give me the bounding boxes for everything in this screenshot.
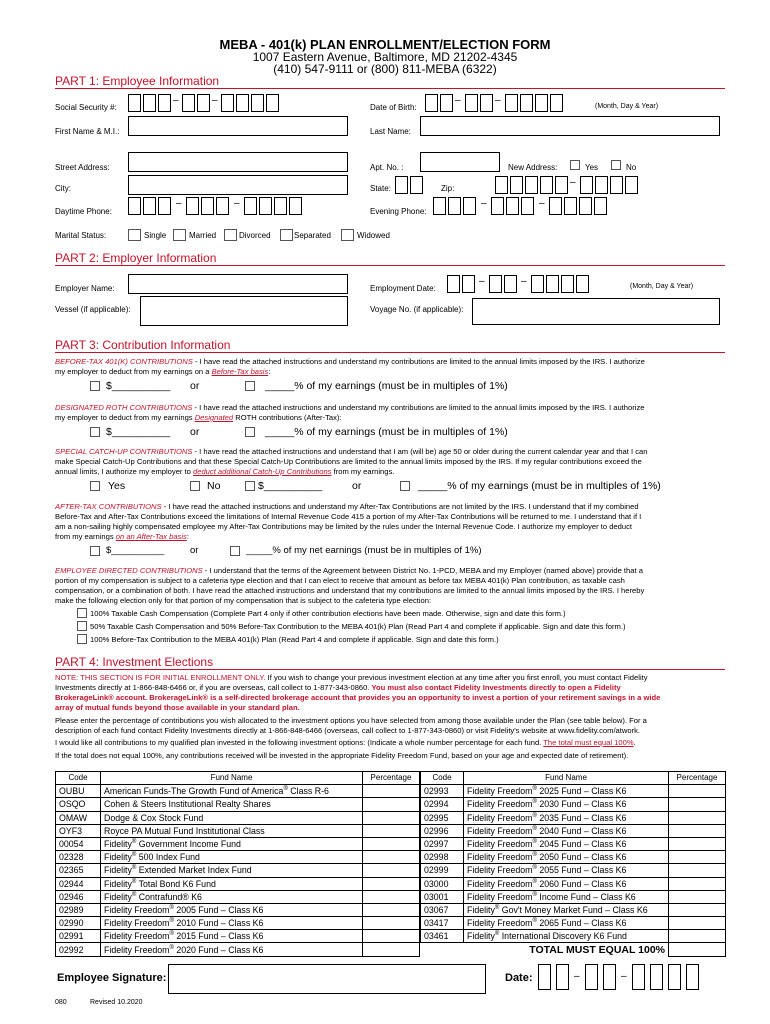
right-fund-row — [421, 785, 726, 798]
catchup-no-checkbox[interactable] — [190, 481, 200, 491]
instructions-line2: description of each fund contact Fidelity Investments directly at 1-866-848-6466 (overseas, call collect to 1-877-343-0860) or visit Fidelity's website at www.fidelity.com/atwork. — [55, 726, 641, 735]
fund-code: 02992 — [56, 943, 101, 956]
pretax-or: or — [190, 380, 200, 392]
right-fund-row — [421, 930, 726, 943]
part4-title: PART 4: Investment Elections — [55, 655, 214, 669]
fund-percentage-input[interactable] — [363, 917, 420, 930]
directed-option2-checkbox[interactable] — [77, 621, 87, 631]
roth-dollar-amount[interactable]: $__________ — [106, 426, 171, 438]
part2-title: PART 2: Employer Information — [55, 251, 217, 265]
instructions-line4: If the total does not equal 100%, any contributions received will be invested in the appropriate Fidelity Freedom Fund, based on your age and expected date of retirement). — [55, 751, 629, 760]
fund-percentage-input[interactable] — [669, 890, 726, 903]
left-code-header: Code — [56, 772, 101, 785]
fund-name: Fidelity Freedom® 2025 Fund – Class K6 — [464, 785, 669, 798]
right-fund-row — [421, 851, 726, 864]
fund-code: 02998 — [421, 851, 464, 864]
fund-code: OMAW — [56, 811, 101, 824]
right-fund-row — [421, 798, 726, 811]
fund-name: Fidelity Freedom® Income Fund – Class K6 — [464, 890, 669, 903]
pretax-text-line2: my employer to deduct from my earnings on a Before-Tax basis: — [55, 367, 271, 376]
marital-label: Marital Status: — [55, 231, 107, 240]
fund-name: Fidelity® Gov't Money Market Fund – Class K6 — [464, 903, 669, 916]
roth-percent-text[interactable]: _____% of my earnings (must be in multiples of 1%) — [265, 426, 508, 438]
left-fund-row — [56, 917, 420, 930]
left-fund-header: Fund Name — [101, 772, 363, 785]
catchup-or: or — [352, 480, 362, 492]
new-address-no-label: No — [626, 163, 637, 172]
fund-name: Fidelity Freedom® 2040 Fund – Class K6 — [464, 824, 669, 837]
fund-percentage-input[interactable] — [669, 930, 726, 943]
city-label: City: — [55, 184, 71, 193]
employment-date-label: Employment Date: — [370, 284, 436, 293]
instructions-line3: I would like all contributions to my qualified plan invested in the following investment options: (Indicate a whole number percentage for each fund. The total must equal 100%. — [55, 738, 636, 747]
last-name-label: Last Name: — [370, 127, 411, 136]
fund-name: Fidelity Freedom® 2055 Fund – Class K6 — [464, 864, 669, 877]
fund-percentage-input[interactable] — [363, 930, 420, 943]
note-line2: Investments directly at 1-866-848-6466 or, if you are overseas, call collect to 1-877-343-0860. You must also contact Fidelity Investments directly to open a Fidelity — [55, 683, 621, 692]
part4-divider — [55, 669, 725, 670]
left-fund-row — [56, 890, 420, 903]
fund-percentage-input[interactable] — [363, 837, 420, 850]
fund-name: Fidelity Freedom® 2010 Fund – Class K6 — [101, 917, 363, 930]
fund-name: Fidelity Freedom® 2005 Fund – Class K6 — [101, 903, 363, 916]
left-fund-row — [56, 943, 420, 956]
fund-code: 02994 — [421, 798, 464, 811]
employment-date-hint: (Month, Day & Year) — [630, 283, 694, 290]
fund-code: OSQO — [56, 798, 101, 811]
fund-percentage-input[interactable] — [363, 851, 420, 864]
part1-divider — [55, 88, 725, 89]
right-fund-row — [421, 917, 726, 930]
fund-percentage-input[interactable] — [363, 811, 420, 824]
marital-married-checkbox[interactable] — [173, 229, 186, 241]
dob-label: Date of Birth: — [370, 103, 417, 112]
fund-code: 02944 — [56, 877, 101, 890]
fund-table-left — [55, 771, 420, 957]
total-row — [421, 943, 726, 956]
right-fund-row — [421, 877, 726, 890]
fund-code: 02365 — [56, 864, 101, 877]
fund-code: 02999 — [421, 864, 464, 877]
directed-text-line2: portion of my compensation is subject to a cafeteria type election and that I can elect to receive that amount as before tax MEBA 401(k) Plan contribution, as taxable cash — [55, 576, 625, 585]
fund-name: Fidelity® International Discovery K6 Fund — [464, 930, 669, 943]
pretax-dollar-checkbox[interactable] — [90, 381, 100, 391]
pretax-text-line1: BEFORE-TAX 401(K) CONTRIBUTIONS - I have read the attached instructions and understand my contributions are limited to the annual limits imposed by the IRS. I authorize — [55, 357, 645, 366]
fund-name: Fidelity Freedom® 2030 Fund – Class K6 — [464, 798, 669, 811]
fund-percentage-input[interactable] — [669, 824, 726, 837]
ssn-label: Social Security #: — [55, 103, 117, 112]
vessel-label: Vessel (if applicable): — [55, 305, 131, 314]
fund-percentage-input[interactable] — [363, 798, 420, 811]
fund-percentage-input[interactable] — [363, 903, 420, 916]
marital-married-label: Married — [189, 231, 217, 240]
marital-separated-label: Separated — [294, 231, 331, 240]
fund-name: Fidelity® Total Bond K6 Fund — [101, 877, 363, 890]
fund-percentage-input[interactable] — [363, 864, 420, 877]
catchup-percent-text[interactable]: _____% of my earnings (must be in multiples of 1%) — [418, 480, 661, 492]
fund-name: Royce PA Mutual Fund Institutional Class — [101, 824, 363, 837]
first-name-input[interactable] — [128, 116, 348, 136]
apt-input[interactable] — [420, 152, 500, 172]
catchup-text-line1: SPECIAL CATCH-UP CONTRIBUTIONS - I have read the attached instructions and understand that I am (will be) age 50 or older during the current calendar year and that I can — [55, 447, 648, 456]
fund-code: OYF3 — [56, 824, 101, 837]
right-pct-header: Percentage — [669, 772, 726, 785]
fund-name: American Funds-The Growth Fund of America® Class R-6 — [101, 785, 363, 798]
aftertax-text-line4: from my earnings on an After-Tax basis: — [55, 532, 189, 541]
total-percentage-input[interactable] — [669, 943, 726, 956]
roth-or: or — [190, 426, 200, 438]
directed-option3-checkbox[interactable] — [77, 634, 87, 644]
right-fund-row — [421, 837, 726, 850]
evening-phone-label: Evening Phone: — [370, 207, 427, 216]
fund-code: 03417 — [421, 917, 464, 930]
fund-code: 03461 — [421, 930, 464, 943]
zip-label: Zip: — [441, 184, 455, 193]
fund-code: 02997 — [421, 837, 464, 850]
fund-name: Fidelity® 500 Index Fund — [101, 851, 363, 864]
marital-divorced-label: Divorced — [239, 231, 271, 240]
fund-name: Fidelity® Contrafund® K6 — [101, 890, 363, 903]
left-fund-row — [56, 811, 420, 824]
org-address: 1007 Eastern Avenue, Baltimore, MD 21202-4345 — [252, 50, 518, 64]
right-fund-row — [421, 864, 726, 877]
form-number: 080 — [55, 999, 67, 1006]
left-fund-row — [56, 877, 420, 890]
marital-single-checkbox[interactable] — [128, 229, 141, 241]
fund-percentage-input[interactable] — [669, 837, 726, 850]
marital-separated-checkbox[interactable] — [280, 229, 293, 241]
left-fund-row — [56, 930, 420, 943]
catchup-dollar-checkbox[interactable] — [245, 481, 255, 491]
left-fund-row — [56, 785, 420, 798]
total-label: TOTAL MUST EQUAL 100% — [421, 943, 669, 956]
directed-option2-label: 50% Taxable Cash Compensation and 50% Before-Tax Contribution to the MEBA 401(k) Plan (Read Part 4 and complete if applicable. Sign and date this form.) — [90, 622, 626, 631]
directed-option1-label: 100% Taxable Cash Compensation (Complete Part 4 only if other contribution elections have been made. Otherwise, sign and date this form.) — [90, 609, 566, 618]
note-line1: NOTE: THIS SECTION IS FOR INITIAL ENROLLMENT ONLY. If you wish to change your previous investment election at any time after you first enroll, you must contact Fidelity — [55, 673, 648, 682]
fund-name: Fidelity Freedom® 2035 Fund – Class K6 — [464, 811, 669, 824]
catchup-no-label: No — [207, 480, 221, 492]
fund-name: Fidelity Freedom® 2045 Fund – Class K6 — [464, 837, 669, 850]
vessel-input[interactable] — [140, 296, 348, 326]
daytime-phone-label: Daytime Phone: — [55, 207, 112, 216]
pretax-dollar-amount[interactable]: $__________ — [106, 380, 171, 392]
right-fund-row — [421, 903, 726, 916]
signature-input[interactable] — [168, 964, 486, 994]
voyage-label: Voyage No. (if applicable): — [370, 305, 464, 314]
fund-percentage-input[interactable] — [363, 824, 420, 837]
fund-code: 02996 — [421, 824, 464, 837]
roth-text-line1: DESIGNATED ROTH CONTRIBUTIONS - I have read the attached instructions and understand my contributions are limited to the annual limits imposed by the IRS. I authorize — [55, 403, 645, 412]
directed-option3-label: 100% Before-Tax Contribution to the MEBA 401(k) Plan (Read Part 4 and complete if applicable. Sign and date this form.) — [90, 635, 499, 644]
fund-percentage-input[interactable] — [669, 798, 726, 811]
signature-label: Employee Signature: — [57, 972, 167, 984]
fund-percentage-input[interactable] — [669, 785, 726, 798]
marital-divorced-checkbox[interactable] — [224, 229, 237, 241]
right-fund-row — [421, 890, 726, 903]
aftertax-text-line1: AFTER-TAX CONTRIBUTIONS - I have read the attached instructions and understand my After-Tax Contributions are not limited by the IRS. I understand that if my combined — [55, 502, 639, 511]
roth-text-line2: my employer to deduct from my earnings Designated ROTH contributions (After-Tax): — [55, 413, 342, 422]
pretax-percent-checkbox[interactable] — [245, 381, 255, 391]
fund-percentage-input[interactable] — [669, 864, 726, 877]
fund-code: 02995 — [421, 811, 464, 824]
left-pct-header: Percentage — [363, 772, 420, 785]
city-input[interactable] — [128, 175, 348, 195]
roth-percent-checkbox[interactable] — [245, 427, 255, 437]
directed-text-line4: make the following election only for that portion of my compensation that is subject to the cafeteria type election: — [55, 596, 432, 605]
fund-percentage-input[interactable] — [363, 877, 420, 890]
marital-widowed-label: Widowed — [357, 231, 390, 240]
fund-percentage-input[interactable] — [363, 785, 420, 798]
fund-name: Cohen & Steers Institutional Realty Shares — [101, 798, 363, 811]
marital-single-label: Single — [144, 231, 167, 240]
right-code-header: Code — [421, 772, 464, 785]
new-address-label: New Address: — [508, 163, 558, 172]
fund-percentage-input[interactable] — [669, 903, 726, 916]
fund-code: 02990 — [56, 917, 101, 930]
voyage-input[interactable] — [472, 298, 720, 325]
note-line4: array of mutual funds beyond those available in your standard plan. — [55, 703, 300, 712]
right-fund-row — [421, 811, 726, 824]
part2-divider — [55, 265, 725, 266]
fund-percentage-input[interactable] — [363, 943, 420, 956]
part1-title: PART 1: Employee Information — [55, 74, 220, 88]
date-label: Date: — [505, 972, 533, 984]
part3-divider — [55, 352, 725, 353]
new-address-yes-checkbox[interactable] — [570, 160, 580, 170]
aftertax-text-line2: Before-Tax and After-Tax Contributions exceed the limitations of Internal Revenue Code 415 a portion of my After-Tax Contributions will be returned to me. I understand that if I — [55, 512, 642, 521]
new-address-yes-label: Yes — [585, 163, 599, 172]
first-name-label: First Name & M.I.: — [55, 127, 120, 136]
left-fund-row — [56, 837, 420, 850]
fund-code: OUBU — [56, 785, 101, 798]
form-title: MEBA - 401(k) PLAN ENROLLMENT/ELECTION FORM — [219, 37, 551, 52]
left-fund-row — [56, 798, 420, 811]
catchup-yes-checkbox[interactable] — [90, 481, 100, 491]
left-fund-row — [56, 851, 420, 864]
state-label: State: — [370, 184, 391, 193]
fund-name: Dodge & Cox Stock Fund — [101, 811, 363, 824]
part3-title: PART 3: Contribution Information — [55, 338, 231, 352]
left-fund-row — [56, 903, 420, 916]
directed-text-line1: EMPLOYEE DIRECTED CONTRIBUTIONS - I understand that the terms of the Agreement between District No. 1-PCD, MEBA and my Employer (named above) provide that a — [55, 566, 643, 575]
directed-text-line3: compensation, or a combination of both. I have read the attached instructions and understand that my contributions are limited to the annual limits imposed by the IRS. I hereby — [55, 586, 645, 595]
employer-input[interactable] — [128, 274, 348, 294]
left-fund-row — [56, 864, 420, 877]
catchup-dollar-amount[interactable]: $__________ — [258, 480, 323, 492]
fund-name: Fidelity® Extended Market Index Fund — [101, 864, 363, 877]
fund-percentage-input[interactable] — [669, 811, 726, 824]
fund-name: Fidelity® Government Income Fund — [101, 837, 363, 850]
aftertax-percent-text[interactable]: _____% of my net earnings (must be in multiples of 1%) — [246, 545, 482, 556]
catchup-percent-checkbox[interactable] — [400, 481, 410, 491]
fund-code: 02993 — [421, 785, 464, 798]
instructions-line1: Please enter the percentage of contributions you wish allocated to the investment options you have selected from among those available under the Plan (see table below). For a — [55, 716, 647, 725]
roth-dollar-checkbox[interactable] — [90, 427, 100, 437]
fund-code: 02991 — [56, 930, 101, 943]
fund-code: 03001 — [421, 890, 464, 903]
last-name-input[interactable] — [420, 116, 720, 136]
fund-table-right — [420, 771, 726, 957]
street-input[interactable] — [128, 152, 348, 172]
street-label: Street Address: — [55, 163, 110, 172]
fund-code: 03000 — [421, 877, 464, 890]
fund-code: 03067 — [421, 903, 464, 916]
revision-date: Revised 10.2020 — [90, 999, 143, 1006]
fund-percentage-input[interactable] — [363, 890, 420, 903]
pretax-percent-text[interactable]: _____% of my earnings (must be in multiples of 1%) — [265, 380, 508, 392]
marital-widowed-checkbox[interactable] — [341, 229, 354, 241]
fund-name: Fidelity Freedom® 2015 Fund – Class K6 — [101, 930, 363, 943]
fund-code: 02328 — [56, 851, 101, 864]
left-fund-row — [56, 824, 420, 837]
fund-name: Fidelity Freedom® 2020 Fund – Class K6 — [101, 943, 363, 956]
fund-name: Fidelity Freedom® 2050 Fund – Class K6 — [464, 851, 669, 864]
fund-percentage-input[interactable] — [669, 917, 726, 930]
right-fund-row — [421, 824, 726, 837]
aftertax-dollar-checkbox[interactable] — [90, 546, 100, 556]
right-fund-header: Fund Name — [464, 772, 669, 785]
fund-name: Fidelity Freedom® 2065 Fund – Class K6 — [464, 917, 669, 930]
fund-code: 02946 — [56, 890, 101, 903]
directed-option1-checkbox[interactable] — [77, 608, 87, 618]
employer-label: Employer Name: — [55, 284, 115, 293]
catchup-text-line3: annual limits, I authorize my employer to deduct additional Catch-Up Contributions from my earnings. — [55, 467, 395, 476]
fund-percentage-input[interactable] — [669, 877, 726, 890]
dob-hint: (Month, Day & Year) — [595, 103, 659, 110]
org-phones: (410) 547-9111 or (800) 811-MEBA (6322) — [273, 62, 497, 76]
catchup-yes-label: Yes — [108, 480, 126, 492]
aftertax-percent-checkbox[interactable] — [230, 546, 240, 556]
new-address-no-checkbox[interactable] — [611, 160, 621, 170]
catchup-text-line2: make Special Catch-Up Contributions and that these Special Catch-Up Contributions are limited to the annual limits imposed by the IRS. If my regular contributions exceed the — [55, 457, 642, 466]
fund-percentage-input[interactable] — [669, 851, 726, 864]
fund-name: Fidelity Freedom® 2060 Fund – Class K6 — [464, 877, 669, 890]
aftertax-or: or — [190, 545, 199, 556]
aftertax-text-line3: am a non-sailing highly compensated employee my After-Tax Contributions may be limited by the rules under the Internal Revenue Code. I authorize my employer to deduct — [55, 522, 633, 531]
fund-code: 00054 — [56, 837, 101, 850]
aftertax-dollar-amount[interactable]: $__________ — [106, 545, 165, 556]
apt-label: Apt. No. : — [370, 163, 404, 172]
fund-code: 02989 — [56, 903, 101, 916]
note-line3: BrokerageLink® account. BrokerageLink® is a self-directed brokerage account that provides you an opportunity to invest a portion of your retirement savings in a wide — [55, 693, 661, 702]
